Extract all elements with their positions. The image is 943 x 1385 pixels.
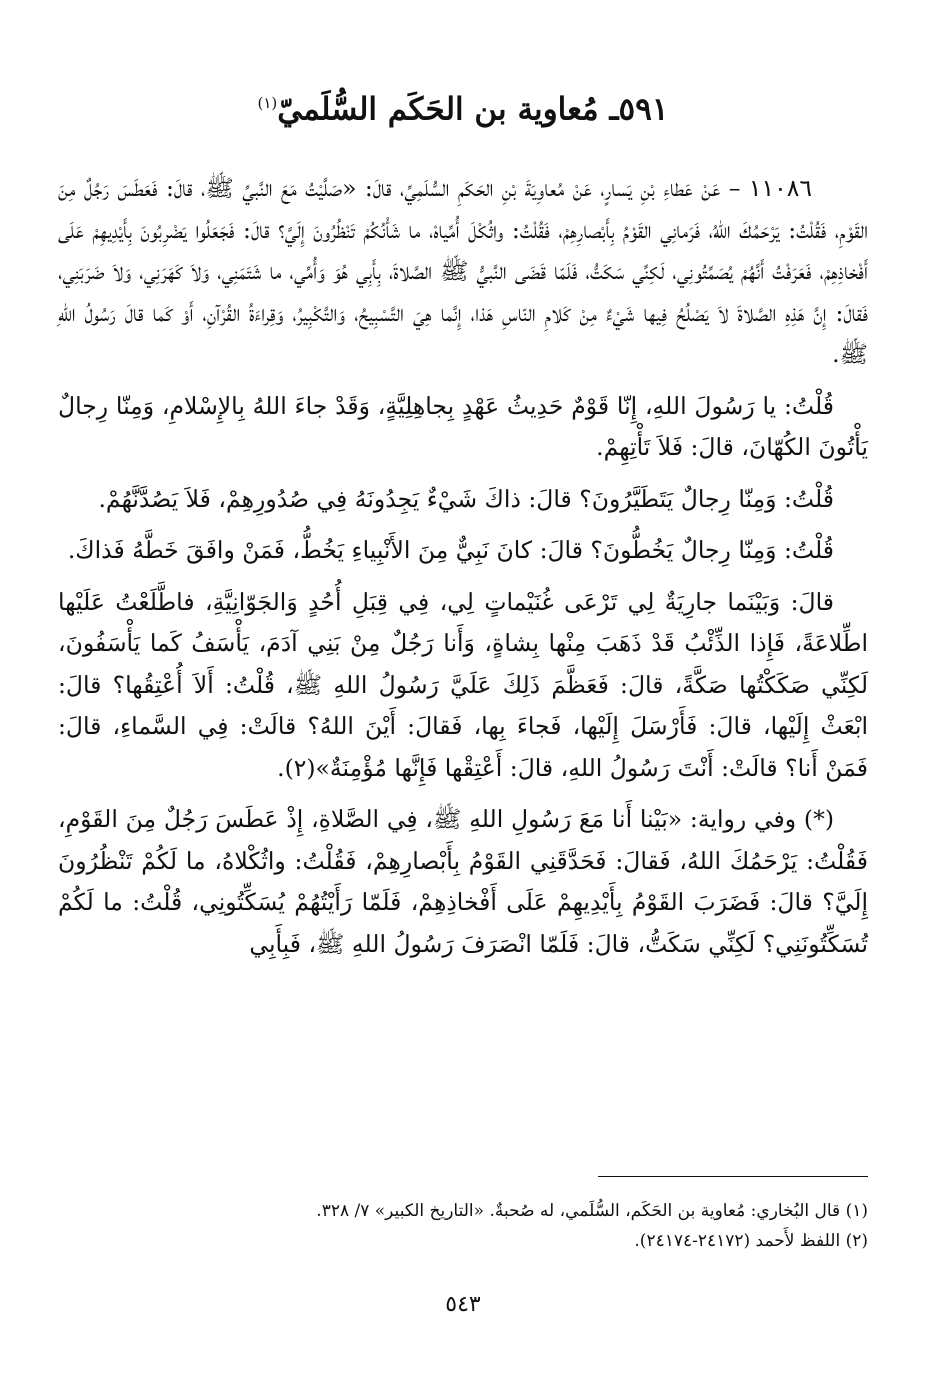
page-number: ٥٤٣ [445,1292,481,1317]
hadith-paragraph: ١١٠٨٦ – عَنْ عَطاءِ بْنِ يَسارٍ، عَنْ مُعاوِيَةَ بْنِ الحَكَمِ السُّلَمِيِّ، قالَ: «صَلَّيْتُ مَعَ النَّبيِّ ﷺ، قالَ: فَعَطَسَ رَجُلٌ مِنَ القَوْمِ، فَقُلْتُ: يَرْحَمُكَ اللهُ، فَرَمانِي القَوْمُ بِأَبْصارِهِمْ، فَقُلْتُ: واثُكْلَ أُمِّياهْ، ما شَأْنُكُمْ تَنْظُرُونَ إِلَيَّ؟ قالَ: فَجَعَلُوا يَضْرِبُونَ بِأَيْدِيهِمْ عَلَى أَفْخاذِهِمْ، فَعَرَفْتُ أَنَّهُمْ يُصَمِّتُونِي، لَكِنِّي سَكَتُّ، فَلَمّا قَضَى النَّبيُّ ﷺ الصَّلاةَ، بِأَبِي هُوَ وَأُمِّي، ما شَتَمَنِي، وَلاَ كَهَرَنِي، وَلاَ ضَرَبَنِي، فَقالَ: إِنَّ هَذِهِ الصَّلاةَ لاَ يَصْلُحُ فِيها شَيْءٌ مِنْ كَلامِ النّاسِ هَذا، إِنَّما هِيَ التَّسْبِيحُ، وَالتَّكْبِيرُ، وَقِراءَةُ القُرْآنِ، أَوْ كَما قالَ رَسُولُ اللهِ ﷺ. [58,174,868,369]
footnote-divider [598,1176,868,1177]
title-footnote-marker: (١) [257,94,278,112]
hadith-paragraph: قُلْتُ: وَمِنّا رِجالٌ يَخُطُّونَ؟ قالَ: كانَ نَبِيٌّ مِنَ الأَنْبِياءِ يَخُطُّ، فَمَنْ وافَقَ خَطَّهُ فَذاكَ. [67,536,834,565]
footnotes [58,1196,868,1256]
entry-title-text: ٥٩١ـ مُعاوية بن الحَكَم السُّلَميّ [277,91,669,128]
hadith-paragraph: قالَ: وَبَيْنَما جارِيَةٌ لِي تَرْعَى غُنَيْماتٍ لِي، فِي قِبَلِ أُحُدٍ وَالجَوّانِيَّةِ، فاطَّلَعْتُ عَلَيْها اطِّلاعَةً، فَإِذا الذِّئْبُ قَدْ ذَهَبَ مِنْها بِشاةٍ، وَأَنا رَجُلٌ مِنْ بَنِي آدَمَ، يَأْسَفُ كَما يَأْسَفُونَ، لَكِنِّي صَكَكْتُها صَكَّةً، قالَ: فَعَظَّمَ ذَلِكَ عَلَيَّ رَسُولُ اللهِ ﷺ، قُلْتُ: أَلاَ أُعْتِقُها؟ قالَ: ابْعَثْ إِلَيْها، قالَ: فَأَرْسَلَ إِلَيْها، فَجاءَ بِها، فَقالَ: أَيْنَ اللهُ؟ قالَتْ: فِي السَّماءِ، قالَ: فَمَنْ أَنا؟ قالَتْ: أَنْتَ رَسُولُ اللهِ، قالَ: أَعْتِقْها فَإِنَّها مُؤْمِنَةٌ»(٢). [58,587,868,782]
hadith-paragraph: قُلْتُ: يا رَسُولَ اللهِ، إِنّا قَوْمٌ حَدِيثُ عَهْدٍ بِجاهِلِيَّةٍ، وَقَدْ جاءَ اللهُ بِالإِسْلامِ، وَمِنّا رِجالٌ يَأْتُونَ الكُهّانَ، قالَ: فَلاَ تَأْتِهِمْ. [58,391,868,462]
hadith-paragraph: قُلْتُ: وَمِنّا رِجالٌ يَتَطَيَّرُونَ؟ قالَ: ذاكَ شَيْءٌ يَجِدُونَهُ فِي صُدُورِهِمْ، فَلاَ يَصُدَّنَّهُمْ. [98,484,834,513]
footnote-item: (٢) اللفظ لأَحمد (٢٤١٧٢-٢٤١٧٤). [634,1231,868,1251]
hadith-paragraph: (*) وفي رواية: «بَيْنا أَنا مَعَ رَسُولِ اللهِ ﷺ، فِي الصَّلاةِ، إِذْ عَطَسَ رَجُلٌ مِنَ القَوْمِ، فَقُلْتُ: يَرْحَمُكَ اللهُ، فَقالَ: فَحَدَّقَنِي القَوْمُ بِأَبْصارِهِمْ، فَقُلْتُ: واثُكْلاهُ، ما لَكُمْ تَنْظُرُونَ إِلَيَّ؟ قالَ: فَضَرَبَ القَوْمُ بِأَيْدِيهِمْ عَلَى أَفْخاذِهِمْ، فَلَمّا رَأَيْتُهُمْ يُسَكِّتُونِي، قُلْتُ: ما لَكُمْ تُسَكِّتُونَنِي؟ لَكِنِّي سَكَتُّ، قالَ: فَلَمّا انْصَرَفَ رَسُولُ اللهِ ﷺ، فَبِأَبِي [58,805,868,958]
entry-title [58,78,868,134]
footnote-item: (١) قال البُخاري: مُعاوية بن الحَكَم، السُّلَمي، له صُحبةٌ. «التاريخ الكبير» ٧/ ٣٢٨. [316,1201,868,1221]
book-page [58,78,868,1318]
